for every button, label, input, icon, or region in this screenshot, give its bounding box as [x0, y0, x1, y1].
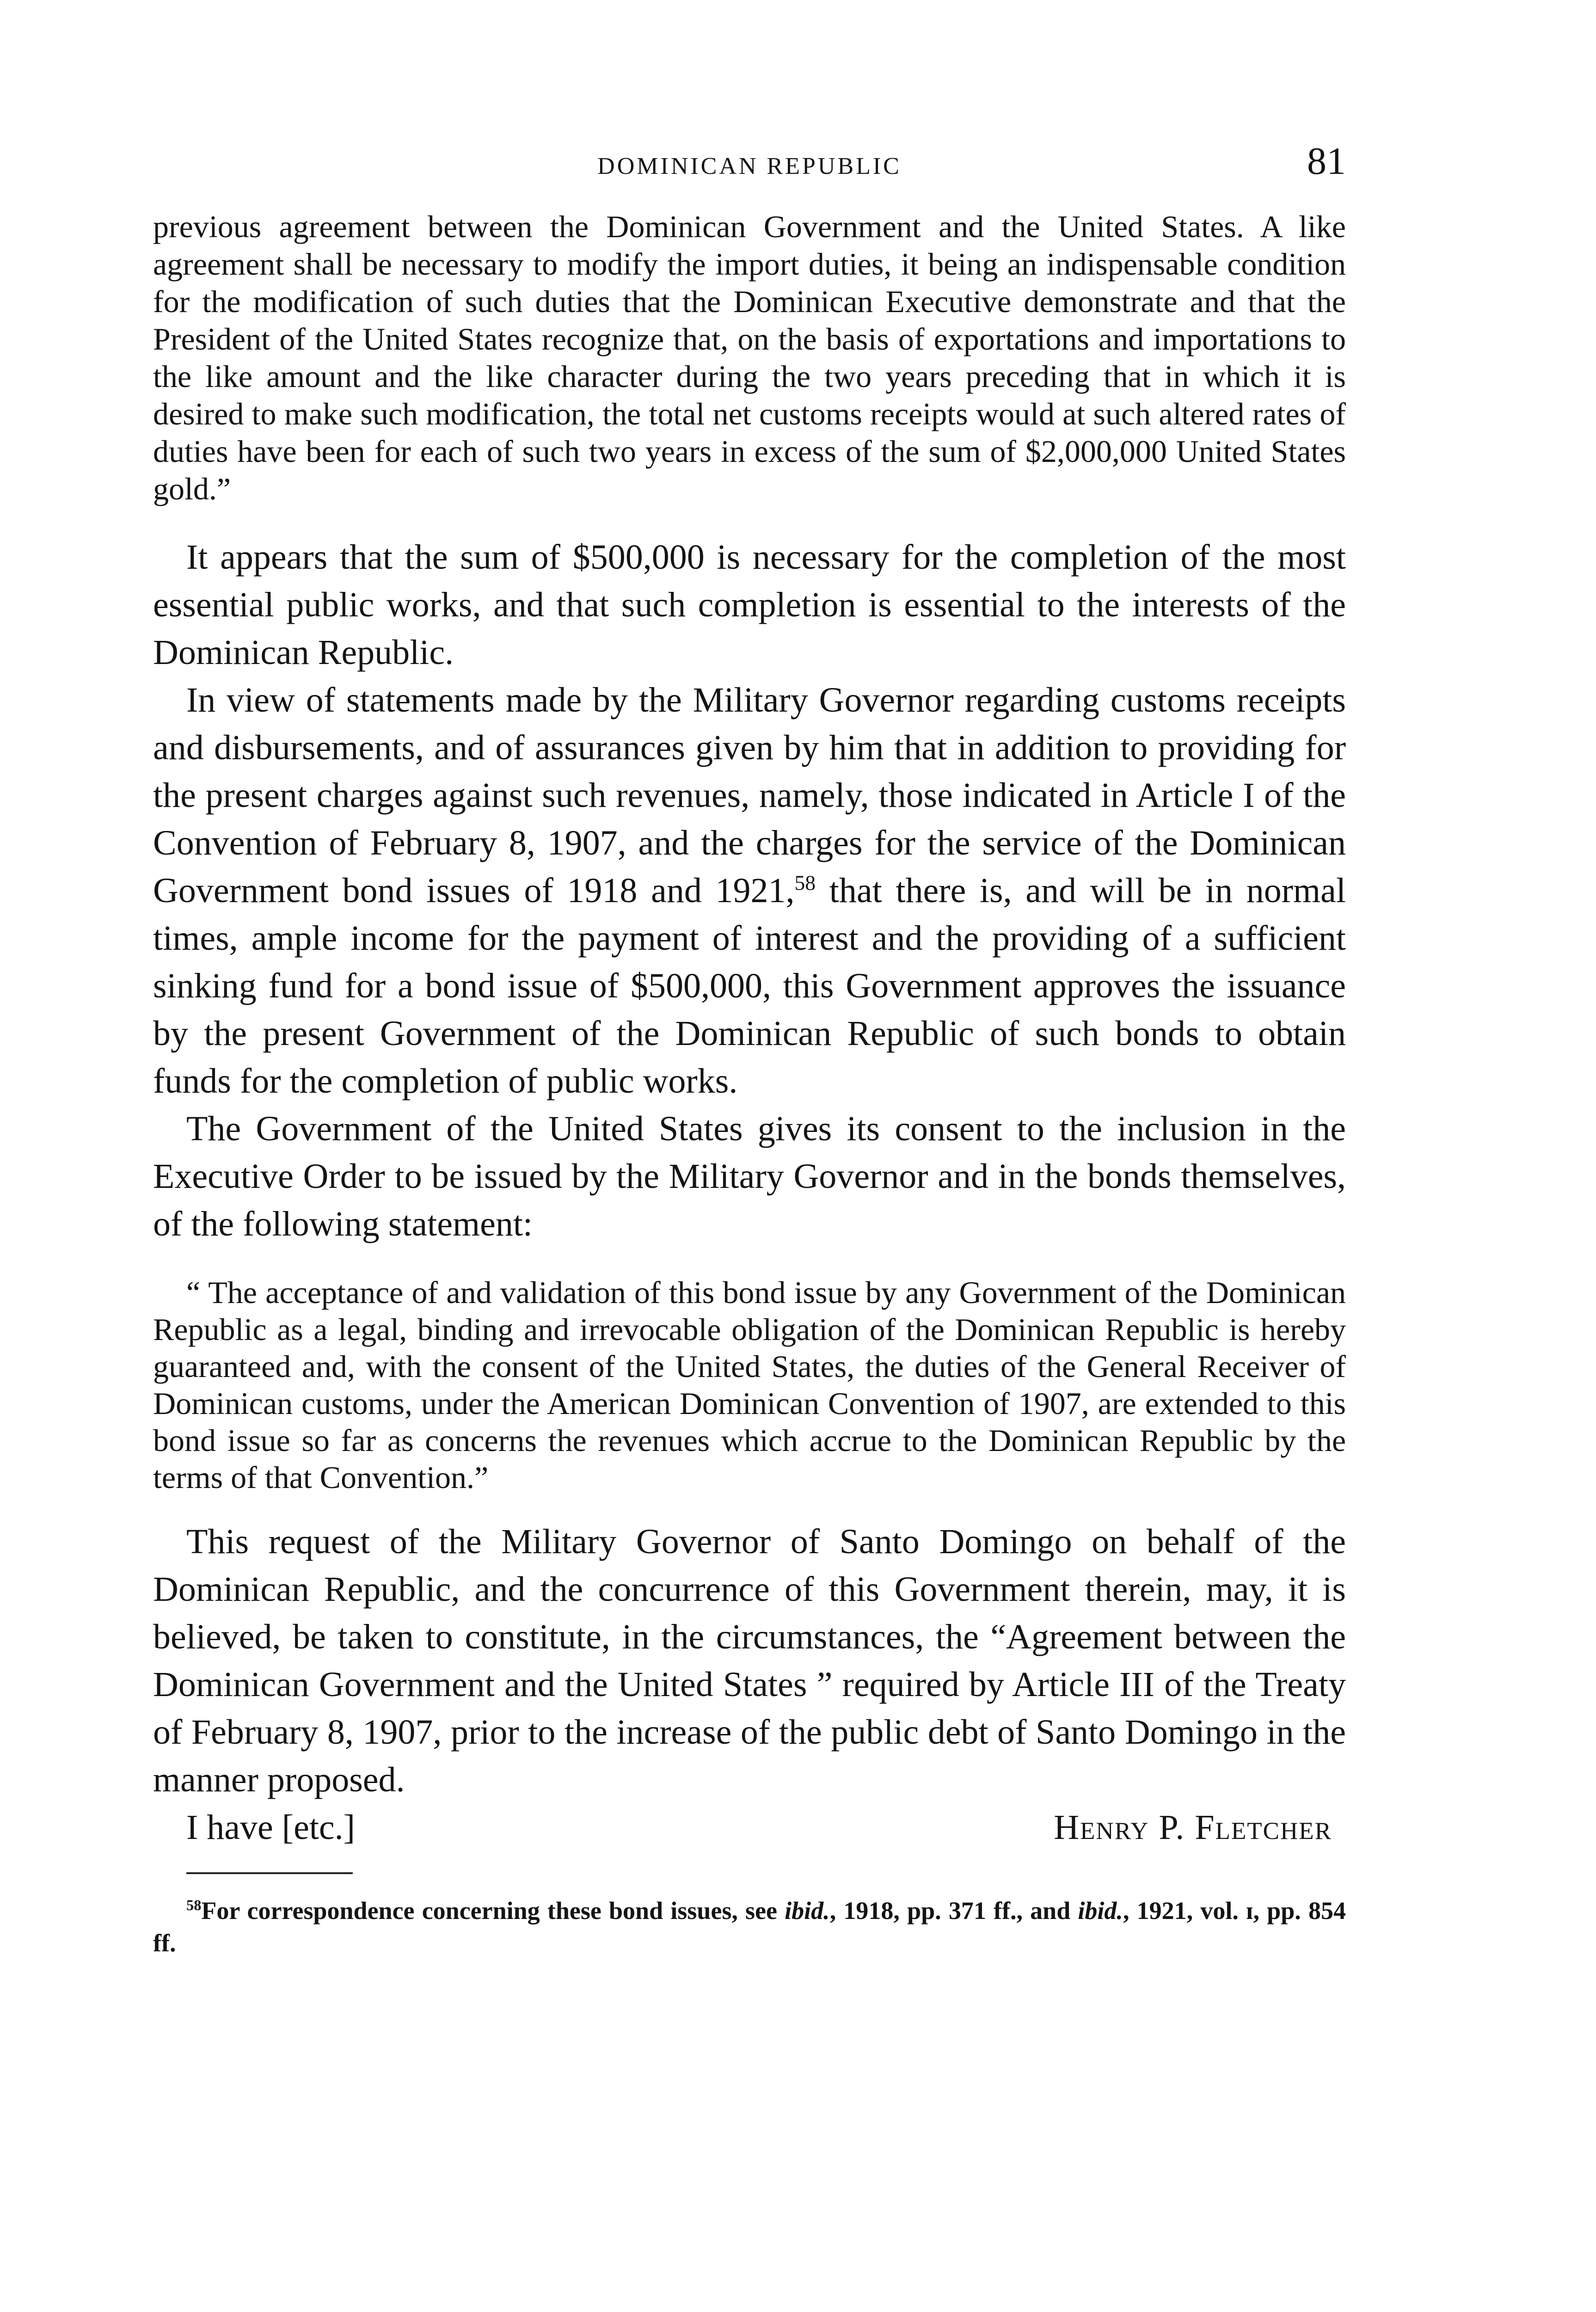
footnote-mark: 58 [186, 1897, 202, 1914]
paragraph-consent-statement: The Government of the United States gives its consent to the inclusion in the Executive Order to be issued by the Military Governor and in the bonds themselves, of the following statement: [153, 1109, 1346, 1243]
footnote-ibid-1: ibid. [785, 1897, 830, 1925]
footnote-divider [186, 1872, 353, 1874]
signature: Henry P. Fletcher [1054, 1808, 1332, 1847]
footnote-reference: 58 [794, 871, 816, 895]
footnote-text-a: For correspondence concerning these bond issues, see [201, 1897, 785, 1925]
paragraph-bond-approval-part2: that there is, and will be in normal times, ample income for the payment of interest and the providing of a sufficient sinking fund for a bond issue of $500,000, this Government approves the issuance by the present Government of the Dominican Republic of such bonds to obtain funds for the completion of public works. [153, 871, 1346, 1101]
block-quote-bond-guarantee: “ The acceptance of and validation of this bond issue by any Government of the Dominican Republic as a legal, binding and irrevocable obligation of the Dominican Republic is hereby guaranteed and, with the consent of the United States, the duties of the General Receiver of Dominican customs, under the American Dominican Convention of 1907, are extended to this bond issue so far as concerns the revenues which accrue to the Dominican Republic by the terms of that Convention.” [153, 1275, 1346, 1495]
paragraph-continued-agreement: previous agreement between the Dominican Government and the United States. A like agreement shall be necessary to modify the import duties, it being an indispensable condition for the modification of such duties that the Dominican Executive demonstrate and that the President of the United States recognize that, on the basis of exportations and importations to the like amount and the like character during the two years preceding that in which it is desired to make such modification, the total net customs receipts would at such altered rates of duties have been for each of such two years in excess of the sum of $2,000,000 United States gold.” [153, 209, 1346, 506]
closing-formula: I have [etc.] [186, 1808, 355, 1847]
footnote [153, 1894, 1346, 1959]
closing-line [153, 1804, 1346, 1854]
footnote-text-b: , 1918, pp. 371 ff., and [829, 1897, 1078, 1925]
paragraph-bond-approval-part1: In view of statements made by the Military Governor regarding customs receipts and disbursements, and of assurances given by him that in addition to providing for the present charges against such revenues, namely, those indicated in Article I of the Convention of February 8, 1907, and the charges for the service of the Dominican Government bond issues of 1918 and 1921, [153, 681, 1346, 910]
page-number: 81 [1307, 140, 1346, 183]
running-title: DOMINICAN REPUBLIC [597, 153, 902, 179]
paragraph-public-works-sum: It appears that the sum of $500,000 is necessary for the completion of the most essential public works, and that such completion is essential to the interests of the Dominican Republic. [153, 538, 1346, 672]
running-head [153, 139, 1346, 208]
footnote-text-c: , 1921, vol. ɪ, pp. 854 ff. [153, 1897, 1346, 1957]
paragraph-request-concurrence: This request of the Military Governor of Santo Domingo on behalf of the Dominican Republic, and the concurrence of this Government therein, may, it is believed, be taken to constitute, in the circumstances, the “Agreement between the Dominican Government and the United States ” required by Article III of the Treaty of February 8, 1907, prior to the increase of the public debt of Santo Domingo in the manner proposed. [153, 1522, 1346, 1799]
document-page [153, 139, 1346, 1959]
footnote-ibid-2: ibid. [1078, 1897, 1123, 1925]
paragraph-bond-approval [153, 676, 1346, 1105]
